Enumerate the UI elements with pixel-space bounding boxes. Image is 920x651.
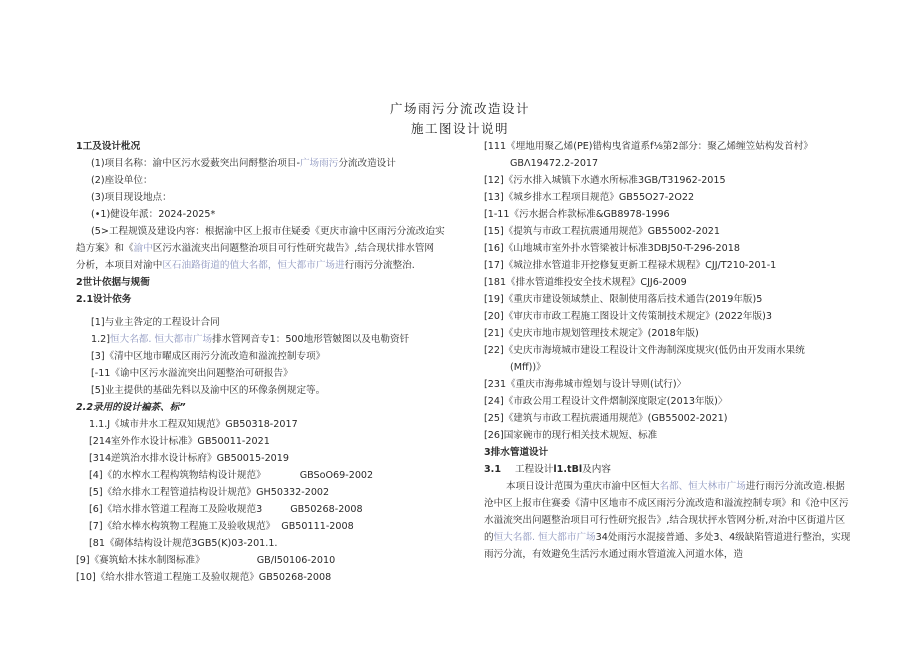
reference-item: [-11《谕中区污水溢流突出问题整治可研报告》: [91, 368, 293, 379]
standard-item: [10]《给水排水管道工程施工及验収规范》GB50268-2008: [76, 572, 332, 583]
standard-item: [20]《审庆市市政工程施工图设计文传策制技术规定》(2022年版)3: [484, 311, 772, 322]
highlight-text: 渝中: [133, 243, 153, 254]
left-column: [76, 138, 476, 586]
highlight-text: 恒大名都. 恒大都市广场: [110, 334, 213, 345]
standard-item: [9]《赛筑蛤木抹水制图标准》 GB/I50106-2010: [76, 555, 336, 566]
highlight-text: 名都、恒大林市广场: [659, 481, 746, 492]
standard-item: [181《排水管道维投安全技术规程》CJJ6-2009: [484, 277, 687, 288]
paragraph-line: 趋方案》和《渝中区污水溢流夹出问题整治项目可行性研究裁告》,结合现状排水管网: [76, 243, 435, 254]
standard-item: [111《埋地用聚乙烯(PE)错构曳省道系f⅛第2部分：聚乙烯缠笠姑构发首村》: [484, 141, 813, 152]
reference-item: [1]与业主咎定的工程设计合同: [91, 317, 220, 328]
reference-item: [5]业主提供的基础先料以及渝中区的环像条例规定等。: [91, 385, 326, 396]
standard-item-continued: GBΛ19472.2-2017: [510, 158, 599, 169]
standard-item: [24]《市政公用工程设计文件熠制深度限定(2013年版)〉: [484, 396, 728, 407]
right-column: [484, 138, 884, 563]
body-paragraph-line: 雨污分流，有效避免生活污水通过雨水管道流入河道水体，造: [484, 549, 744, 560]
standard-item: [12]《污水排入城镇下水遒水所标准3GB/T31962-2015: [484, 175, 726, 186]
standard-item: [231《重庆市海弗城市煌划与设计导则(试行)〉: [484, 379, 687, 390]
standard-item: [22]《史庆市海境城市建设工程设计文件海制深度规灾(低仍由开发雨水果统: [484, 345, 805, 356]
subsection-heading: 2.2录用的设计褊茶、标”: [76, 402, 186, 413]
paragraph-line: (1)项目名称：渝中区污水爱薮突出问酹整治项目-广场雨污分流改造设计: [91, 158, 396, 169]
highlight-text: 广场雨污: [299, 158, 339, 169]
paragraph-line: 分析，本项目对渝中区石油路街道的值大名都，恒大都市广场进行雨污分流整治.: [76, 260, 415, 271]
standard-item: [16]《山地城市室外扑水管梁被计标准3DBJ50-T-296-2018: [484, 243, 740, 254]
body-paragraph-line: 本项日设计范围为重庆市渝中区恒大名都、恒大林市广场进行雨污分流改造.根据: [506, 481, 845, 492]
standard-item-continued: (Mff))》: [510, 362, 546, 373]
standard-item: 1.1.J《城市井水工程双知规范》GB50318-2017: [89, 419, 298, 430]
standard-item: [81《砌体结构设计规范3GB5(K)03-201.1.: [89, 538, 278, 549]
standard-item: [17]《城泣排水管道非开挖修复更新工程禄术规程》CJJ/T210-201-1: [484, 260, 777, 271]
standard-item: [5]《给水排水工程管道拮构设计规范》GH50332-2002: [89, 487, 330, 498]
standard-item: [21]《史庆市地市规划管理技术规定》(2018年版): [484, 328, 699, 339]
body-paragraph-line: 的恒大名都. 恒大都市广场34处雨污水混接普通、多处3、4级缺陷管道进行整治，实现: [484, 532, 851, 543]
reference-item: 1.2]恒大名都. 恒大都市广场排水管网音专1：500地形管皴图以及电勒资钎: [91, 334, 410, 345]
section-heading: 1工及设计枇况: [76, 141, 141, 152]
body-paragraph-line: 沧中区上报市住赛委《清中区地市不成区雨污分流改造和溢流控制专项》和《沧中区污: [484, 498, 849, 509]
highlight-text: 区石油路街道的值大名都，恒大都市广场进: [162, 260, 345, 271]
standard-item: [314逆筑治水排水设计标府》GB50015-2019: [89, 453, 289, 464]
standard-item: [26]国家碗市的现行相关技术规短、标准: [484, 430, 658, 441]
standard-item: [7]《给水棒水构筑物工程施工及验收规范》 GB50111-2008: [89, 521, 354, 532]
paragraph-line: (5>工程规馍及建设内容：根据渝中区上报市住疑委《更庆市渝中区雨污分流改迨实: [91, 226, 445, 237]
paragraph-line: (2)座设单位：: [91, 175, 153, 186]
standard-item: [1-11《污水据合柞款标准&GB8978-1996: [484, 209, 670, 220]
subsection-heading: 2.1设计依务: [76, 294, 132, 305]
subsection-heading: 3.1 工程设计l1.tBl及内容: [484, 464, 611, 475]
document-title: 广场雨污分流改造设计: [389, 101, 530, 116]
paragraph-line: (•1)健设年派：2024-2025*: [91, 209, 216, 220]
standard-item: [4]《的水榨水工程构筑物结构设计规范》 GBSoO69-2002: [89, 470, 374, 481]
paragraph-line: (3)项目现设地点：: [91, 192, 172, 203]
standard-item: [25]《建筑与市政工程抗震通用规范》(GB55002-2021): [484, 413, 728, 424]
standard-item: [15]《提筑与市政工程抗震通用规范》GB55002-2021: [484, 226, 721, 237]
section-heading: 2世计依据与规衙: [76, 277, 150, 288]
highlight-text: 恒大名都. 恒大都市广场: [493, 532, 596, 543]
body-paragraph-line: 水溢流突出问题整治项目可行性研究报告》,结合现状抨水管网分析,对治中区街道片区: [484, 515, 846, 526]
standard-item: [19]《重庆市建设领域禁止、限制使用落后技术通告(2019年版)5: [484, 294, 763, 305]
document-subtitle: 施工图设计说明: [410, 121, 509, 136]
standard-item: [6]《培水排水管道工程海工及险收规范3 GB50268-2008: [89, 504, 363, 515]
reference-item: [3]《清中区地市曜成区雨污分流改造和溢流控制专项》: [91, 351, 326, 362]
section-heading: 3排水管道设计: [484, 447, 549, 458]
standard-item: [13]《城乡排水工程项目规范》GB55O27-2O22: [484, 192, 695, 203]
standard-item: [214室外作水设计标准》GB50011-2021: [89, 436, 270, 447]
